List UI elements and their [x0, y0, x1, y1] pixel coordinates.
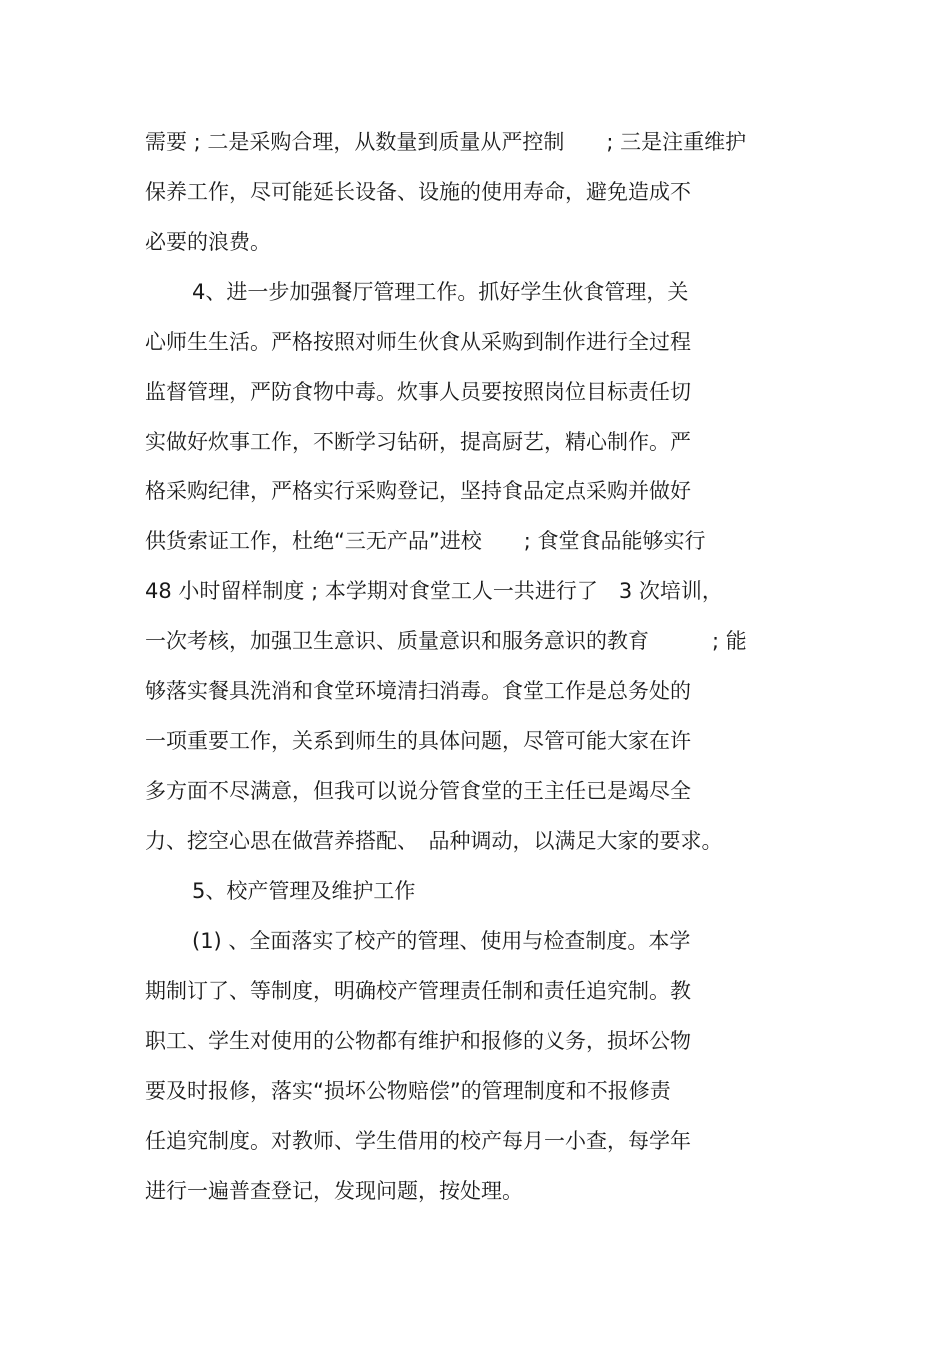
text-line: 一次考核，加强卫生意识、质量意识和服务意识的教育 ; 能 [145, 629, 747, 653]
text-line: 48 小时留样制度 ; 本学期对食堂工人一共进行了 3 次培训， [145, 579, 723, 603]
text-line: 力、挖空心思在做营养搭配、 品种调动，以满足大家的要求。 [145, 829, 723, 853]
text-line: 够落实餐具洗消和食堂环境清扫消毒。食堂工作是总务处的 [145, 679, 691, 703]
text-line: 需要 ; 二是采购合理，从数量到质量从严控制 ; 三是注重维护 [145, 130, 747, 154]
text-line: 监督管理，严防食物中毒。炊事人员要按照岗位目标责任切 [145, 380, 691, 404]
text-line: 要及时报修，落实“损坏公物赔偿”的管理制度和不报修责 [145, 1079, 671, 1103]
text-line: 一项重要工作，关系到师生的具体问题，尽管可能大家在许 [145, 729, 691, 753]
paragraph-start-line: 4、进一步加强餐厅管理工作。抓好学生伙食管理，关 [192, 280, 689, 304]
paragraph-start-line: (1) 、全面落实了校产的管理、使用与检查制度。本学 [192, 929, 691, 953]
text-line: 心师生生活。严格按照对师生伙食从采购到制作进行全过程 [145, 330, 691, 354]
text-line: 实做好炊事工作，不断学习钻研，提高厨艺，精心制作。严 [145, 430, 691, 454]
text-line: 任追究制度。对教师、学生借用的校产每月一小查，每学年 [145, 1129, 691, 1153]
text-line: 多方面不尽满意，但我可以说分管食堂的王主任已是竭尽全 [145, 779, 691, 803]
text-line: 期制订了、等制度，明确校产管理责任制和责任追究制。教 [145, 979, 691, 1003]
text-line: 格采购纪律，严格实行采购登记，坚持食品定点采购并做好 [145, 479, 691, 503]
section-heading: 5、校产管理及维护工作 [192, 879, 416, 903]
text-line: 供货索证工作，杜绝“三无产品”进校 ; 食堂食品能够实行 [145, 529, 706, 553]
text-line: 保养工作，尽可能延长设备、设施的使用寿命，避免造成不 [145, 180, 691, 204]
text-line: 进行一遍普查登记，发现问题，按处理。 [145, 1179, 523, 1203]
text-line: 必要的浪费。 [145, 230, 271, 254]
text-line: 职工、学生对使用的公物都有维护和报修的义务，损坏公物 [145, 1029, 691, 1053]
